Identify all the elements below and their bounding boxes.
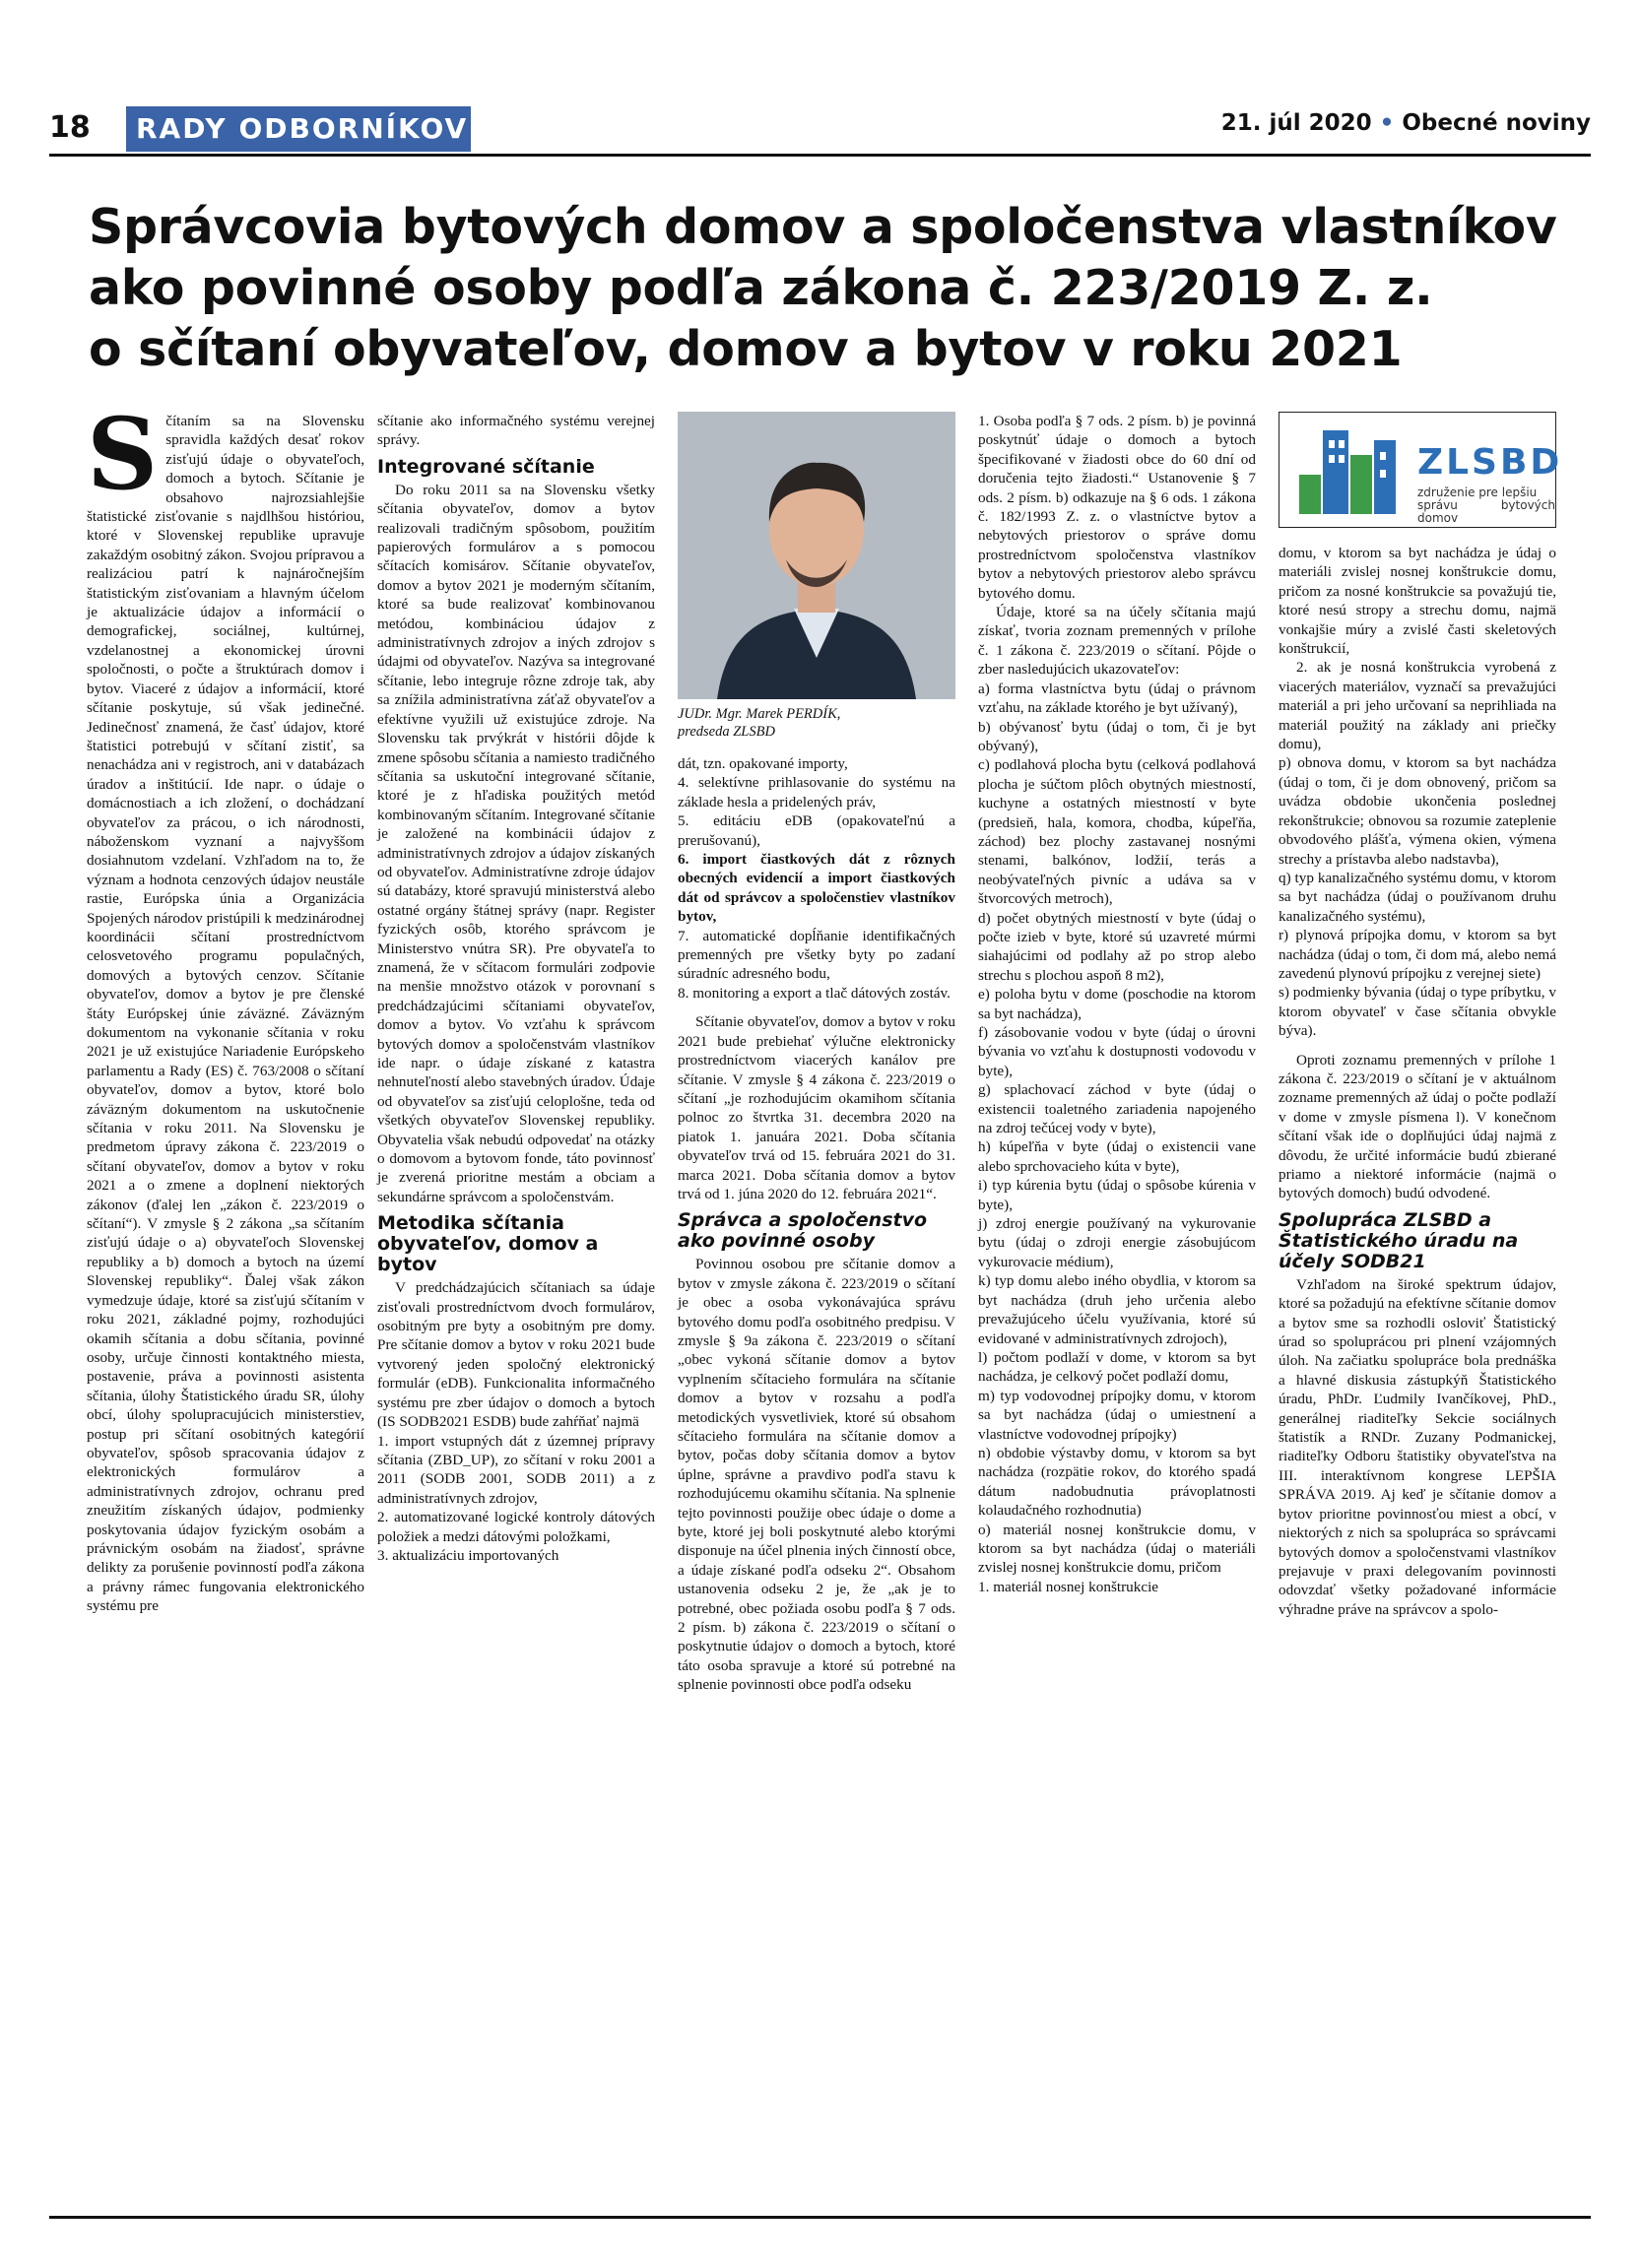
body-paragraph: 1. Osoba podľa § 7 ods. 2 písm. b) je povinná poskytnúť údaje o domoch a bytoch špecifikované v žiadosti obce do 60 dní od doručenia tejto žiadosti.“ Ustanovenie § 7 ods. 2 písm. b) odkazuje na § 6 ods. 1 zákona č. 182/1993 Z. z. o vlastníctve bytov a nebytových priestorov o správe domu prostredníctvom spoločenstva vlastníkov bytov a nebytových priestorov alebo správcu bytového domu. (978, 413, 1256, 602)
indicator-item: d) počet obytných miestností v byte (údaj o počte izieb v byte, ktoré sú uzavreté múrmi siahajúcimi od podlahy až po strop alebo strechu s plochou aspoň 8 m2), (978, 909, 1256, 984)
list-item: s) podmienky bývania (údaj o type príbytku, v ktorom obyvateľ v čase sčítania obvykle býva). (1279, 984, 1556, 1040)
section-rubric: RADY ODBORNÍKOV (126, 106, 471, 152)
subheading-cooperation: Spolupráca ZLSBD a Štatistického úradu na účely SODB21 (1279, 1208, 1519, 1272)
column-2 (377, 412, 655, 1565)
body-paragraph: Oproti zoznamu premenných v prílohe 1 zákona č. 223/2019 o sčítaní je v aktuálnom zozname premenných až údaj o počte podlaží v dome v zmysle písmena l). V konečnom sčítaní však ide o doplňujúci údaj najmä z dôvodu, že určité informácie budú zbierané priamo a niektoré informácie (najmä o bytových domoch) budú odvodené. (1279, 1051, 1556, 1202)
caption-name: JUDr. Mgr. Marek PERDÍK, (678, 706, 841, 722)
list-item: 6. import čiastkových dát z rôznych obecných evidencií a import čiastkových dát od správcov a spoločenstiev vlastníkov bytov, (678, 851, 955, 926)
subheading-obliged-persons: Správca a spoločenstvo ako povinné osoby (678, 1209, 928, 1253)
body-paragraph: Do roku 2011 sa na Slovensku všetky sčítania obyvateľov, domov a bytov realizovali tradičným spôsobom, použitím papierových formulárov a s pomocou sčítacích komisárov. Sčítanie obyvateľov, domov a bytov 2021 je moderným sčítaním, ktoré sa bude realizovať kombinovanou metódou, kombináciou údajov z administratívnych zdrojov a iných zdrojov s údajmi od obyvateľov. Nazýva sa integrované sčítanie, lebo integruje rôzne zdroje tak, aby sa znížila administratívna záťaž obyvateľov a efektívne využili už existujúce zdroje. Na Slovensku tak prvýkrát v histórii dôjde k zmene spôsobu sčítania a namiesto tradičného sčítania sa uskutoční integrované sčítanie, ktoré je z hľadiska použitých metód kombinovaným sčítaním. Integrované sčítanie je založené na kombinácii údajov z administratívnych zdrojov a údajov získaných od obyvateľov. Administratívne zdroje údajov sú databázy, ktoré spravujú ministerstvá alebo ostatné orgány štátnej správy (napr. Register fyzických osôb, ktorého správcom je Ministerstvo vnútra SR). Pre obyvateľa to znamená, že v sčítacom formulári zodpovie na menšie množstvo otázok v porovnaní s predchádzajúcimi sčítaniami obyvateľov, domov a bytov. Vo vzťahu k správcom bytových domov a spoločenstvám vlastníkov ide napr. o údaje získané z katastra nehnuteľností alebo stavebných úradov. Údaje od obyvateľov sa zisťujú celoplošne, teda od všetkých obyvateľov Slovenskej republiky. Obyvatelia však nebudú odpovedať na otázky o domovom a bytovom fonde, táto povinnosť je zverená prioritne mestám a obciam a sekundárne správcom a spoločenstvám. (377, 481, 655, 1205)
title-line: o sčítaní obyvateľov, domov a bytov v roku 2021 (89, 321, 1403, 377)
list-item: q) typ kanalizačného systému domu, v ktorom sa byt nachádza (údaj o používanom druhu kanalizačného systému), (1279, 869, 1556, 925)
body-paragraph: čítaním sa na Slovensku spravidla každých desať rokov zisťujú údaje o obyvateľoch, domoch a bytoch. Sčítanie je obsahovo najrozsiahlejšie štatistické zisťovanie s najdlhšou históriou, ktoré v Slovenskej republike upravuje zakaždým osobitný zákon. Svojou prípravou a realizáciou patrí k najnáročnejším štatistickým zisťovaniam a hlavným účelom je aktualizácie údajov a informácií o demografickej, sociálnej, kultúrnej, vzdelanostnej a ekonomickej úrovni spoločnosti, o počte a štruktúrach domov i bytov. Viaceré z údajov a informácií, ktoré sčítanie poskytuje, sú však jedinečné. Jedinečnosť znamená, že časť údajov, ktoré štatistici potrebujú v sčítaní zistiť, sa nenachádza ani v registroch, ani v databázach úradov a inštitúcií. Ide napr. o údaje o domácnostiach a ich zložení, o dochádzaní obyvateľov za prácou, o ich národnosti, náboženskom vyznaní a najvyššom dosiahnutom vzdelaní. Vzhľadom na to, že význam a hodnota cenzových údajov neustále rastie, Európska únia a Organizácia Spojených národov pristúpili k medzinárodnej koordinácii sčítaní prostredníctvom celosvetového programu populačných, domových a bytových cenzov. Sčítanie obyvateľov, domov a bytov je pre členské štáty Európskej únie záväzné. Záväzným dokumentom na vykonanie sčítania v roku 2021 je už existujúce Nariadenie Európskeho parlamentu a Rady (ES) č. 763/2008 o sčítaní obyvateľov, domov a bytov, ktoré bolo záväzným dokumentom na uskutočnenie sčítania v roku 2011. Na Slovensku je predmetom úpravy zákona č. 223/2019 o sčítaní obyvateľov, domov a bytov v roku 2021 a o zmene a doplnení niektorých zákonov (ďalej len „zákon č. 223/2019 o sčítaní“). V zmysle § 2 zákona „sa sčítaním zisťujú údaje o a) obyvateľoch Slovenskej republiky a b) domoch a bytoch na území Slovenskej republiky“. Ďalej však zákon vymedzuje údaje, ktoré sa zisťujú sčítaním v roku 2021, základné pojmy, rozhodujúci okamih sčítania a dobu sčítania, povinné osoby, určuje činnosti kontaktného miesta, postavenie, práva a povinnosti asistenta sčítania, úlohy Štatistického úradu SR, úlohy obcí, úlohy spolupracujúcich ministerstiev, postup pri sčítaní osobitných kategórií obyvateľov, spôsob spracovania údajov z elektronických formulárov a administratívnych zdrojov, ochranu pred zneužitím získaných údajov, podmienky poskytovania údajov fyzickým osobám a právnickým osobám na žiadosť, správne delikty za porušenie povinností podľa zákona a právny rámec fungovania elektronického systému pre (87, 413, 364, 1615)
photo-caption (678, 705, 955, 741)
indicator-item: c) podlahová plocha bytu (celková podlahová plocha je súčtom plôch obytných miestností, kuchyne a ostatných miestností v byte (predsieň, hala, komora, chodba, kúpeľňa, záchod) bez plochy zastavanej nosnými stenami, balkónov, lodžií, terás a neobývateľných pivníc a udáva sa v štvorcových metroch), (978, 756, 1256, 908)
caption-role: predseda ZLSBD (678, 724, 775, 740)
portrait-illustration (678, 412, 955, 699)
publication-name: Obecné noviny (1402, 110, 1591, 136)
body-paragraph: Vzhľadom na široké spektrum údajov, ktoré sa požadujú na efektívne sčítanie domov a bytov sme sa rozhodli osloviť Štatistický úrad so spoluprácou pri plnení vzájomných úloh. Na začiatku spolupráce bola prednáška a hlavné diskusia zástupkýň Štatistického úradu, PhDr. Ľudmily Ivančíkovej, PhD., generálnej riaditeľky Sekcie sociálnych štatistík a RNDr. Zuzany Podmanickej, riaditeľky Odboru štatistiky obyvateľstva na III. interaktívnom kongrese LEPŠIA SPRÁVA 2019. Aj keď je sčítanie domov a bytov prioritne povinnosťou miest a obcí, v niektorých z nich sa spolupráca so správcami bytových domov a spoločenstvami vlastníkov prejavuje v praxi delegovaním povinnosti odovzdať všetky požadované informácie výhradne práve na správcov a spolo- (1279, 1275, 1556, 1618)
list-item: r) plynová prípojka domu, v ktorom sa byt nachádza (údaj o tom, či dom má, alebo nemá zavedenú plynovú prípojku z verejnej siete) (1279, 927, 1556, 982)
issue-info (1221, 110, 1591, 136)
subheading-methodology: Metodika sčítania obyvateľov, domov a bytov (377, 1212, 599, 1276)
building-icon (1289, 421, 1408, 519)
indicator-list (978, 680, 1256, 1597)
indicator-item: k) typ domu alebo iného obydlia, v ktorom sa byt nachádza (druh jeho určenia alebo prevažujúceho účelu využívania, ktoré sú evidované v administratívnych zdrojoch), (978, 1272, 1256, 1347)
body-paragraph: sčítanie ako informačného systému verejnej správy. (377, 413, 655, 449)
title-line: ako povinné osoby podľa zákona č. 223/2019 Z. z. (89, 260, 1433, 316)
body-paragraph: 2. ak je nosná konštrukcia vyrobená z viacerých materiálov, vyznačí sa prevažujúci materiál a pri jeho určovaní sa neprihliada na materiál použitý na základy ani priečky domu), (1279, 659, 1556, 753)
indicator-item: e) poloha bytu v dome (poschodie na ktorom sa byt nachádza), (978, 986, 1256, 1022)
indicator-item: b) obývanosť bytu (údaj o tom, či je byt obývaný), (978, 718, 1256, 754)
column-3 (678, 412, 955, 1695)
header-separator: • (1379, 110, 1395, 136)
indicator-item: g) splachovací záchod v byte (údaj o existencii toaletného zariadenia napojeného na zdroj tečúcej vody v byte), (978, 1081, 1256, 1137)
indicator-item: i) typ kúrenia bytu (údaj o spôsobe kúrenia v byte), (978, 1177, 1256, 1213)
list-item: p) obnova domu, v ktorom sa byt nachádza (údaj o tom, či je dom obnovený, pričom sa uvádza obdobie ukončenia poslednej rekonštrukcie; obnovou sa rozumie zateplenie obvodového plášťa, výmena okien, výmena strechy a prístavba alebo nadstavba), (1279, 754, 1556, 868)
list-item: 5. editáciu eDB (opakovateľnú a prerušovanú), (678, 812, 955, 849)
column-4 (978, 412, 1256, 1596)
body-paragraph: V predchádzajúcich sčítaniach sa údaje zisťovali prostredníctvom dvoch formulárov, osobitným pre byty a osobitným pre domy. Pre sčítanie domov a bytov v roku 2021 bude vytvorený jeden spoločný elektronický formulár (eDB). Funkcionalita informačného systému pre zber údajov o domoch a bytoch (IS SODB2021 ESDB) bude zahŕňať najmä (377, 1279, 655, 1431)
list-item: 1. import vstupných dát z územnej prípravy sčítania (ZBD_UP), zo sčítaní v roku 2001 a 2011 (SODB 2001, SODB 2011) a z administratívnych zdrojov, (377, 1432, 655, 1507)
page-number: 18 (49, 110, 91, 145)
subheading-integrated-census: Integrované sčítanie (377, 455, 595, 478)
column-1 (87, 396, 364, 1616)
indicator-item: n) obdobie výstavby domu, v ktorom sa byt nachádza (rozpätie rokov, do ktorého spadá dátum nadobudnutia právoplatnosti kolaudačného rozhodnutia) (978, 1444, 1256, 1520)
list-item: 7. automatické dopĺňanie identifikačných premenných pre všetky byty po zadaní súradníc adresného bodu, (678, 927, 955, 983)
issue-date: 21. júl 2020 (1220, 110, 1372, 136)
logo-tagline (1417, 486, 1555, 525)
list-item: 3. aktualizáciu importovaných (377, 1546, 559, 1564)
indicator-item: o) materiál nosnej konštrukcie domu, v ktorom sa byt nachádza (údaj o materiáli zvislej nosnej konštrukcie domu, pričom (978, 1521, 1256, 1577)
portrait-photo (678, 412, 955, 699)
indicator-item: m) typ vodovodnej prípojky domu, v ktorom sa byt nachádza (údaj o umiestnení a vlastníctve vodovodnej prípojky) (978, 1387, 1256, 1443)
indicator-item: l) počtom podlaží v dome, v ktorom sa byt nachádza, je celkový počet podlaží domu, (978, 1348, 1256, 1386)
column-5 (1279, 412, 1563, 1619)
list-item: 4. selektívne prihlasovanie do systému na základe hesla a pridelených práv, (678, 774, 955, 810)
header-rule (49, 154, 1591, 157)
logo-wordmark: ZLSBD (1417, 442, 1563, 483)
indicator-item: 1. materiál nosnej konštrukcie (978, 1578, 1159, 1595)
article-title (89, 197, 1566, 380)
logo-tagline-line: združenie pre lepšiu (1417, 486, 1538, 499)
body-paragraph: Sčítanie obyvateľov, domov a bytov v roku 2021 bude prebiehať výlučne elektronicky prostredníctvom viacerých kanálov pre sčítanie. V zmysle § 4 zákona č. 223/2019 o sčítaní „je rozhodujúcim okamihom sčítania polnoc zo štvrtka 31. decembra 2020 na piatok 1. januára 2021. Doba sčítania obyvateľov trvá od 15. februára 2021 do 31. marca 2021. Doba sčítania domov a bytov trvá od 1. júna 2020 do 12. februára 2021“. (678, 1013, 955, 1202)
title-line: Správcovia bytových domov a spoločenstva vlastníkov (89, 199, 1557, 255)
logo-tagline-line: správu bytových domov (1417, 498, 1555, 525)
indicator-item: h) kúpeľňa v byte (údaj o existencii vane alebo sprchovacieho kúta v byte), (978, 1138, 1256, 1175)
indicator-item: j) zdroj energie používaný na vykurovanie bytu (údaj o zdroji energie zásobujúcom vykurovacie médium), (978, 1215, 1256, 1270)
indicator-item: f) zásobovanie vodou v byte (údaj o úrovni bývania vo vzťahu k dostupnosti vodovodu v byte), (978, 1024, 1256, 1079)
list-item: dát, tzn. opakované importy, (678, 755, 848, 772)
body-paragraph: Povinnou osobou pre sčítanie domov a bytov v zmysle zákona č. 223/2019 o sčítaní je obec a osoba vykonávajúca správu bytového domu podľa osobitného predpisu. V zmysle § 9a zákona č. 223/2019 o sčítaní „obec vykoná sčítanie domov a bytov vyplnením sčítacieho formulára na sčítanie domov a bytov v rozsahu a podľa metodických vysvetliviek, ktoré sú obsahom sčítacieho formulára na sčítanie domov a bytov, počas doby sčítania domov a bytov úplne, správne a pravdivo podľa stavu k rozhodujúcemu okamihu sčítania. Na splnenie tejto povinnosti použije obec údaje o dome a byte, ktoré jej boli poskytnuté alebo ktorými disponuje na účel plnenia iných činností obce, a údaje získané podľa odseku 2“. Obsahom ustanovenia odseku 2 je, že „ak je to potrebné, obec požiada osobu podľa § 7 ods. 2 písm. b) zákona č. 223/2019 o sčítaní o poskytnutie údajov o domoch a bytoch, ktoré táto osoba spravuje a ktoré sú potrebné na splnenie povinnosti obce podľa odseku (678, 1256, 955, 1694)
list-item: 8. monitoring a export a tlač dátových zostáv. (678, 984, 951, 1002)
body-paragraph: Údaje, ktoré sa na účely sčítania majú získať, tvoria zoznam premenných v prílohe č. 1 zákona č. 223/2019 o sčítaní. Pôjde o zber nasledujúcich ukazovateľov: (978, 604, 1256, 679)
footer-rule (49, 2216, 1591, 2219)
drop-cap: S (87, 396, 159, 512)
indicator-item: a) forma vlastníctva bytu (údaj o právnom vzťahu, na základe ktorého je byt užívaný), (978, 680, 1256, 717)
zlsbd-logo (1279, 412, 1563, 528)
body-paragraph: domu, v ktorom sa byt nachádza je údaj o materiáli zvislej nosnej konštrukcie domu, pričom za nosné konštrukcie sa považujú tie, ktoré nesú stropy a strechu domu, najmä vonkajšie múry a zvislé časti skeletových konštrukcií, (1279, 545, 1556, 658)
list-item: 2. automatizované logické kontroly dátových položiek a medzi dátovými položkami, (377, 1509, 655, 1545)
